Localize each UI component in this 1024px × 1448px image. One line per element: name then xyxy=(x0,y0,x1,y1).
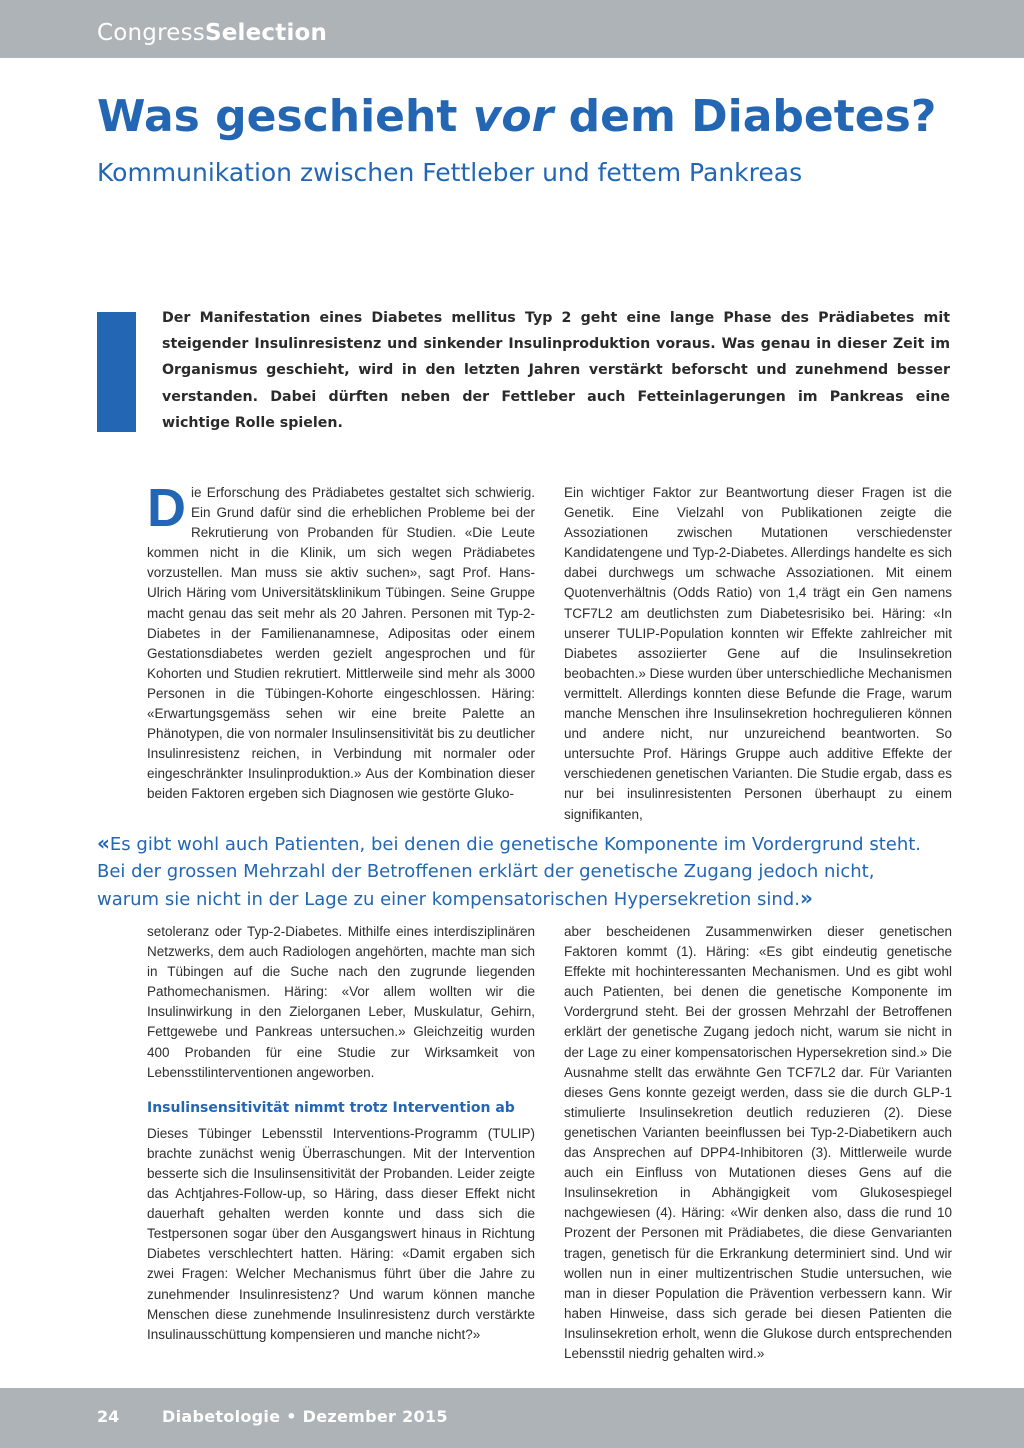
column-4 xyxy=(564,922,952,1364)
column-1-body: ie Erforschung des Prädiabetes gestaltet sich schwierig. Ein Grund dafür sind die erheblichen Probleme bei der Rekrutierung von Probanden für Studien. «Die Leute kommen nicht in die Klinik, um sich wegen Prädiabetes vorzustellen. Man muss sie aktiv suchen», sagt Prof. Hans-Ulrich Häring vom Universitätsklinikum Tübingen. Seine Gruppe macht genau das seit mehr als 20 Jahren. Personen mit Typ-2-Diabetes in der Familienanamnese, Adipositas oder einem Gestationsdiabetes werden gezielt angesprochen und für Kohorten und Studien rekrutiert. Mittlerweile sind mehr als 3000 Personen in die Tübingen-Kohorte eingeschlossen. Häring: «Erwartungsgemäss sehen wir eine breite Palette an Phänotypen, die von normaler Insulinsensitivität bis zu deutlicher Insulinresistenz reichen, in Verbindung mit normaler oder eingeschränkter Insulinproduktion.» Aus der Kombination dieser beiden Faktoren ergeben sich Diagnosen wie gestörte Gluko- xyxy=(147,485,535,802)
drop-cap: D xyxy=(147,478,186,538)
page-number: 24 xyxy=(97,1407,120,1426)
lead-paragraph: Der Manifestation eines Diabetes mellitus Typ 2 geht eine lange Phase des Prädiabetes mit steigender Insulinresistenz und sinkender Insulinproduktion voraus. Was genau in dieser Zeit im Organismus geschieht, wird in den letzten Jahren verstärkt beforscht und zunehmend besser verstanden. Dabei dürften neben der Fettleber auch Fetteinlagerungen im Pankreas eine wichtige Rolle spielen. xyxy=(162,310,950,431)
title-part-2: dem Diabetes? xyxy=(553,91,937,142)
column-3-paragraph-1: setoleranz oder Typ-2-Diabetes. Mithilfe eines interdisziplinären Netzwerks, dem auch Radiologen angehörten, machte man sich in Tübingen auf die Suche nach den zugrunde liegenden Pathomechanismen. Häring: «Vor allem wollten wir die Insulinwirkung in den Zielorganen Leber, Muskulatur, Gehirn, Fettgewebe und Pankreas untersuchen.» Gleichzeitig wurden 400 Probanden für eine Studie zur Wirksamkeit von Lebensstilinterventionen angeworben. xyxy=(147,924,535,1080)
section-heading: Insulinsensitivität nimmt trotz Intervention ab xyxy=(147,1099,515,1116)
brand-logo xyxy=(97,18,327,48)
title-part-1: Was geschieht xyxy=(97,91,473,142)
column-3-paragraph-2: Dieses Tübinger Lebensstil Interventions-Programm (TULIP) brachte zunächst wenig Überraschungen. Mit der Intervention besserte sich die Insulinsensitivität der Probanden. Leider zeigte das Achtjahres-Follow-up, so Häring, dass dieser Effekt nicht dauerhaft gehalten werden konnte und dass sich die Testpersonen sogar über den Ausgangswert hinaus in Richtung Diabetes verschlechtert hatten. Häring: «Damit ergaben sich zwei Fragen: Welcher Mechanismus führt über die Jahre zu zunehmender Insulinresistenz? Und warum können manche Menschen diese zunehmende Insulinresistenz durch verstärkte Insulinausschüttung kompensieren und manche nicht?» xyxy=(147,1125,535,1342)
lead-accent-bar xyxy=(97,312,136,432)
quote-open-mark: « xyxy=(97,831,110,855)
brand-bold: Selection xyxy=(204,20,328,46)
article-subtitle: Kommunikation zwischen Fettleber und fettem Pankreas xyxy=(97,158,803,187)
pull-quote xyxy=(97,830,927,913)
journal-issue: Diabetologie • Dezember 2015 xyxy=(162,1407,448,1426)
column-4-text: aber bescheidenen Zusammenwirken dieser genetischen Faktoren kommt (1). Häring: «Es gibt eindeutig genetische Effekte mit hochinteressanten Mechanismen. Und es gibt wohl auch Patienten, bei denen die genetische Komponente im Vordergrund steht. Bei der grossen Mehrzahl der Betroffenen erklärt der genetische Zugang jedoch nicht, warum sie nicht in der Lage zu einer kompensatorischen Hypersekretion sind.» Die Ausnahme stellt das erwähnte Gen TCF7L2 dar. Für Varianten dieses Gens konnte gezeigt werden, dass sie die durch GLP-1 stimulierte Insulinsekretion deutlich reduzieren (2). Diese genetischen Varianten beeinflussen bei Typ-2-Diabetikern auch das Ansprechen auf DPP4-Inhibitoren (3). Mittlerweile wurde auch ein Einfluss von Mutationen dieses Gens auf die Insulinsekretion in Abhängigkeit vom Glukosespiegel nachgewiesen (4). Häring: «Wir denken also, dass die rund 10 Prozent der Personen mit Prädiabetes, die diese Genvarianten tragen, genetisch für die Erkrankung determiniert sind. Und wir wollen nun in einer multizentrischen Studie untersuchen, wie man in dieser Population die Prävention verbessern kann. Wir haben Hinweise, dass sich gerade bei diesen Patienten die Insulinsekretion erholt, wenn die Glukose durch entsprechenden Lebensstil niedrig gehalten wird.» xyxy=(564,924,952,1361)
brand-regular: Congress xyxy=(97,20,205,46)
article-title xyxy=(97,90,936,144)
column-2-text: Ein wichtiger Faktor zur Beantwortung dieser Fragen ist die Genetik. Eine Vielzahl von Publikationen zeigte die Assoziationen zwischen Mutationen verschiedenster Kandidatengene und Typ-2-Diabetes. Allerdings handelte es sich dabei durchwegs um schwache Assoziationen. Mit einem Quotenverhältnis (Odds Ratio) von 1,4 trägt ein Gen namens TCF7L2 am deutlichsten zum Diabetesrisiko bei. Häring: «In unserer TULIP-Population konnten wir Effekte zahlreicher mit Diabetes assoziierter Gene auf die Insulinsekretion beobachten.» Diese wurden über unterschiedliche Mechanismen vermittelt. Allerdings konnten diese Befunde die Frage, warum manche Menschen ihre Insulinsekretion hochregulieren können und andere nicht, nur unzureichend beantworten. So untersuchte Prof. Härings Gruppe auch additive Effekte der verschiedenen genetischen Varianten. Die Studie ergab, dass es nur bei insulinresistenten Personen überhaupt zu einem signifikanten, xyxy=(564,485,952,822)
title-emphasis: vor xyxy=(472,91,554,142)
column-3 xyxy=(147,922,535,1345)
footer-bar xyxy=(0,1388,1024,1448)
column-1 xyxy=(147,478,535,805)
pull-quote-text: Es gibt wohl auch Patienten, bei denen die genetische Komponente im Vordergrund steht. Bei der grossen Mehrzahl der Betroffenen erklärt der genetische Zugang jedoch nicht, warum sie nicht in der Lage zu einer kompensatorischen Hypersekretion sind. xyxy=(97,834,922,910)
column-1-text xyxy=(147,478,535,805)
column-2 xyxy=(564,483,952,825)
quote-close-mark: » xyxy=(799,886,813,910)
